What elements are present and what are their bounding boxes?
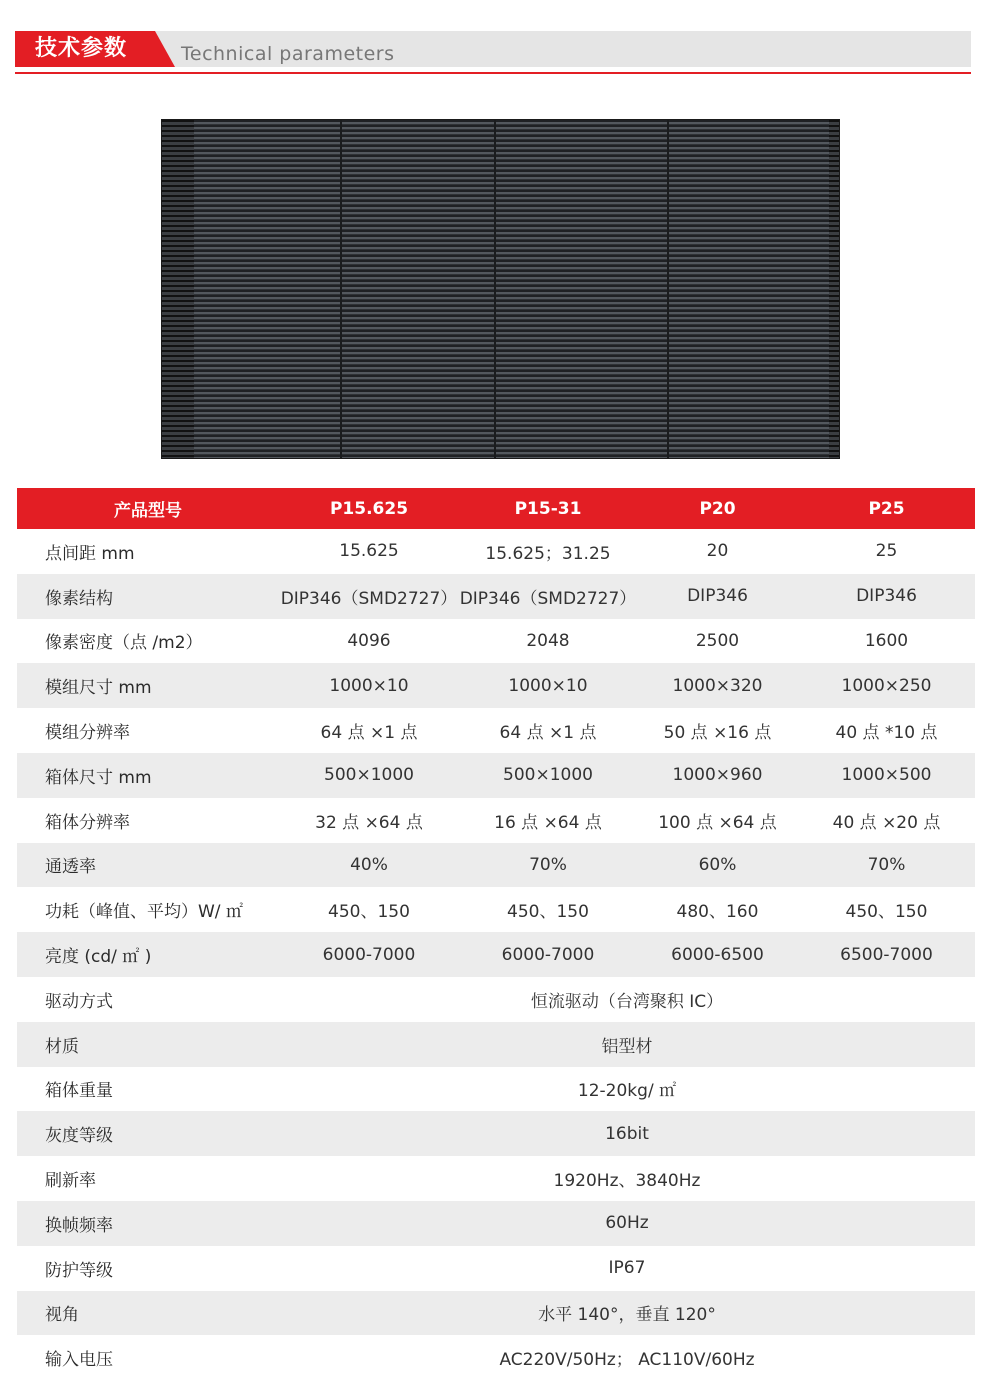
- row-value: DIP346（SMD2727）: [459, 574, 637, 619]
- spec-table: [17, 488, 975, 1380]
- row-value: 64 点 ×1 点: [459, 708, 637, 753]
- row-value: 1000×500: [798, 753, 975, 798]
- section-header: [15, 31, 971, 76]
- row-label: 亮度 (cd/ ㎡ ): [17, 932, 279, 977]
- row-value: 6000-7000: [459, 932, 637, 977]
- table-row: [17, 798, 975, 843]
- row-value: 2500: [637, 619, 798, 664]
- table-row: [17, 1291, 975, 1336]
- row-value: DIP346: [798, 574, 975, 619]
- panel-edge-left: [162, 120, 194, 458]
- row-value: 32 点 ×64 点: [279, 798, 459, 843]
- table-row: [17, 1335, 975, 1380]
- row-value: 1600: [798, 619, 975, 664]
- row-value-merged: 水平 140°，垂直 120°: [279, 1291, 975, 1336]
- row-label: 箱体尺寸 mm: [17, 753, 279, 798]
- row-label: 点间距 mm: [17, 529, 279, 574]
- row-value: 4096: [279, 619, 459, 664]
- row-label: 模组尺寸 mm: [17, 663, 279, 708]
- row-value: 60%: [637, 843, 798, 888]
- row-value: 1000×10: [459, 663, 637, 708]
- table-row: [17, 887, 975, 932]
- row-value: 6500-7000: [798, 932, 975, 977]
- row-label: 箱体重量: [17, 1067, 279, 1112]
- table-row: [17, 663, 975, 708]
- row-value: 100 点 ×64 点: [637, 798, 798, 843]
- table-row: [17, 1201, 975, 1246]
- row-value-merged: AC220V/50Hz； AC110V/60Hz: [279, 1335, 975, 1380]
- table-row: [17, 1067, 975, 1112]
- row-label: 材质: [17, 1022, 279, 1067]
- row-label: 箱体分辨率: [17, 798, 279, 843]
- product-image-led-panel: [161, 119, 840, 459]
- table-row: [17, 932, 975, 977]
- row-value: 15.625: [279, 529, 459, 574]
- row-label: 防护等级: [17, 1246, 279, 1291]
- row-value: 64 点 ×1 点: [279, 708, 459, 753]
- row-label: 灰度等级: [17, 1111, 279, 1156]
- table-row: [17, 574, 975, 619]
- row-value-merged: 60Hz: [279, 1201, 975, 1246]
- row-value: 15.625；31.25: [459, 529, 637, 574]
- row-value: 1000×320: [637, 663, 798, 708]
- row-value: 40 点 ×20 点: [798, 798, 975, 843]
- column-header: 产品型号: [17, 488, 279, 529]
- table-row: [17, 1111, 975, 1156]
- row-value: 1000×10: [279, 663, 459, 708]
- row-label: 通透率: [17, 843, 279, 888]
- table-row: [17, 708, 975, 753]
- panel-divider: [667, 120, 669, 458]
- table-header-row: [17, 488, 975, 529]
- row-value: 1000×250: [798, 663, 975, 708]
- row-label: 输入电压: [17, 1335, 279, 1380]
- row-value-merged: 12-20kg/ ㎡: [279, 1067, 975, 1112]
- row-label: 模组分辨率: [17, 708, 279, 753]
- column-header: P15.625: [279, 488, 459, 529]
- row-value: 450、150: [798, 887, 975, 932]
- row-value-merged: 铝型材: [279, 1022, 975, 1067]
- row-value: 6000-6500: [637, 932, 798, 977]
- row-value: 16 点 ×64 点: [459, 798, 637, 843]
- row-value: 25: [798, 529, 975, 574]
- table-row: [17, 843, 975, 888]
- row-value: 2048: [459, 619, 637, 664]
- panel-edge-right: [829, 120, 839, 458]
- row-value: 40%: [279, 843, 459, 888]
- header-underline: [15, 72, 971, 74]
- row-label: 像素结构: [17, 574, 279, 619]
- row-label: 刷新率: [17, 1156, 279, 1201]
- table-row: [17, 529, 975, 574]
- table-row: [17, 1246, 975, 1291]
- table-row: [17, 1022, 975, 1067]
- row-value-merged: 1920Hz、3840Hz: [279, 1156, 975, 1201]
- row-label: 驱动方式: [17, 977, 279, 1022]
- row-value: DIP346: [637, 574, 798, 619]
- row-value: 1000×960: [637, 753, 798, 798]
- row-value-merged: 16bit: [279, 1111, 975, 1156]
- row-value: 500×1000: [459, 753, 637, 798]
- row-value: 500×1000: [279, 753, 459, 798]
- table-row: [17, 619, 975, 664]
- table-row: [17, 977, 975, 1022]
- row-value: 480、160: [637, 887, 798, 932]
- column-header: P20: [637, 488, 798, 529]
- section-title-cn: 技术参数: [35, 36, 128, 61]
- table-row: [17, 1156, 975, 1201]
- row-value: 6000-7000: [279, 932, 459, 977]
- panel-divider: [494, 120, 496, 458]
- row-label: 像素密度（点 /m2）: [17, 619, 279, 664]
- row-value: 40 点 *10 点: [798, 708, 975, 753]
- row-label: 换帧频率: [17, 1201, 279, 1246]
- row-value: 70%: [459, 843, 637, 888]
- section-title-en: Technical parameters: [181, 43, 395, 65]
- row-value: 50 点 ×16 点: [637, 708, 798, 753]
- column-header: P25: [798, 488, 975, 529]
- column-header: P15-31: [459, 488, 637, 529]
- row-value: 450、150: [459, 887, 637, 932]
- row-value: 70%: [798, 843, 975, 888]
- row-value-merged: 恒流驱动（台湾聚积 IC）: [279, 977, 975, 1022]
- row-label: 视角: [17, 1291, 279, 1336]
- row-value-merged: IP67: [279, 1246, 975, 1291]
- row-label: 功耗（峰值、平均）W/ ㎡: [17, 887, 279, 932]
- row-value: 450、150: [279, 887, 459, 932]
- row-value: DIP346（SMD2727）: [279, 574, 459, 619]
- panel-divider: [340, 120, 342, 458]
- row-value: 20: [637, 529, 798, 574]
- table-row: [17, 753, 975, 798]
